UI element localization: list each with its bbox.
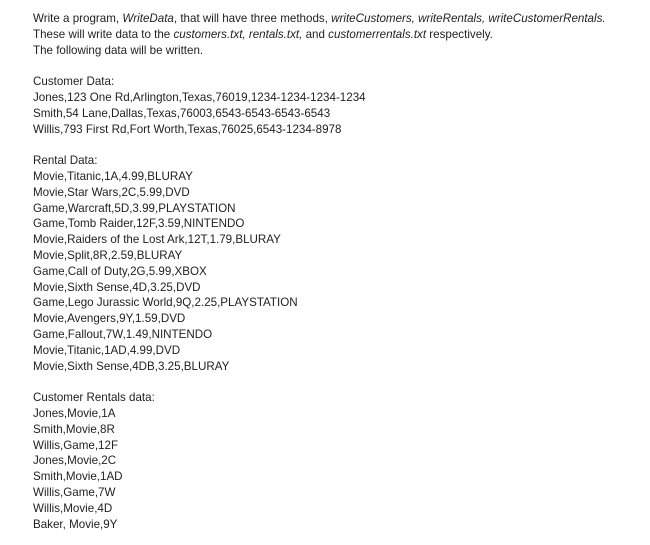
customer-data-lines — [33, 90, 643, 137]
intro-emphasis: customers.txt, rentals.txt, — [173, 27, 303, 41]
rental-data-lines — [33, 169, 643, 374]
rental-line: Game,Fallout,7W,1.49,NINTENDO — [33, 327, 213, 341]
intro-line-3: The following data will be written. — [33, 43, 204, 57]
intro-line-2 — [33, 27, 643, 43]
intro-text: and — [302, 27, 329, 41]
intro-emphasis: WriteData — [122, 12, 174, 25]
document-body — [33, 11, 643, 532]
customer-rental-line: Jones,Movie,1A — [33, 406, 116, 420]
customer-rental-line: Willis,Game,12F — [33, 438, 119, 452]
rental-line: Movie,Raiders of the Lost Ark,12T,1.79,BLURAY — [33, 233, 281, 247]
rental-line: Game,Tomb Raider,12F,3.59,NINTENDO — [33, 217, 245, 231]
customer-rental-line: Smith,Movie,1AD — [33, 470, 123, 484]
customer-line: Smith,54 Lane,Dallas,Texas,76003,6543-6543-6543-6543 — [33, 106, 331, 120]
rental-line: Movie,Titanic,1AD,4.99,DVD — [33, 343, 181, 357]
intro-line-1 — [33, 11, 643, 27]
intro-emphasis: customerrentals.txt — [328, 27, 427, 41]
customer-line: Jones,123 One Rd,Arlington,Texas,76019,1234-1234-1234-1234 — [33, 90, 366, 104]
customer-line: Willis,793 First Rd,Fort Worth,Texas,76025,6543-1234-8978 — [33, 122, 342, 136]
rental-data-heading: Rental Data: — [33, 154, 98, 168]
intro-text: Write a program, — [33, 12, 123, 25]
rental-line: Movie,Avengers,9Y,1.59,DVD — [33, 312, 186, 326]
rental-line: Movie,Sixth Sense,4D,3.25,DVD — [33, 280, 201, 294]
customer-rental-line: Jones,Movie,2C — [33, 454, 117, 468]
rental-line: Game,Lego Jurassic World,9Q,2.25,PLAYSTATION — [33, 296, 298, 310]
intro-text: These will write data to the — [33, 27, 174, 41]
rental-line: Movie,Split,8R,2.59,BLURAY — [33, 248, 183, 262]
intro-text: respectively. — [426, 27, 493, 41]
intro-emphasis: writeCustomers, writeRentals, writeCustomerRentals. — [331, 12, 606, 25]
rental-line: Movie,Titanic,1A,4.99,BLURAY — [33, 169, 193, 183]
customer-rentals-lines — [33, 406, 643, 532]
customer-rental-line: Baker, Movie,9Y — [33, 517, 118, 531]
intro-text: , that will have three methods, — [173, 12, 332, 25]
customer-rental-line: Smith,Movie,8R — [33, 422, 115, 436]
rental-line: Game,Warcraft,5D,3.99,PLAYSTATION — [33, 201, 236, 215]
rental-line: Game,Call of Duty,2G,5.99,XBOX — [33, 264, 207, 278]
customer-rental-line: Willis,Movie,4D — [33, 501, 113, 515]
customer-rental-line: Willis,Game,7W — [33, 485, 116, 499]
customer-data-heading: Customer Data: — [33, 75, 115, 89]
customer-rentals-heading: Customer Rentals data: — [33, 391, 155, 405]
rental-line: Movie,Star Wars,2C,5.99,DVD — [33, 185, 190, 199]
rental-line: Movie,Sixth Sense,4DB,3.25,BLURAY — [33, 359, 230, 373]
